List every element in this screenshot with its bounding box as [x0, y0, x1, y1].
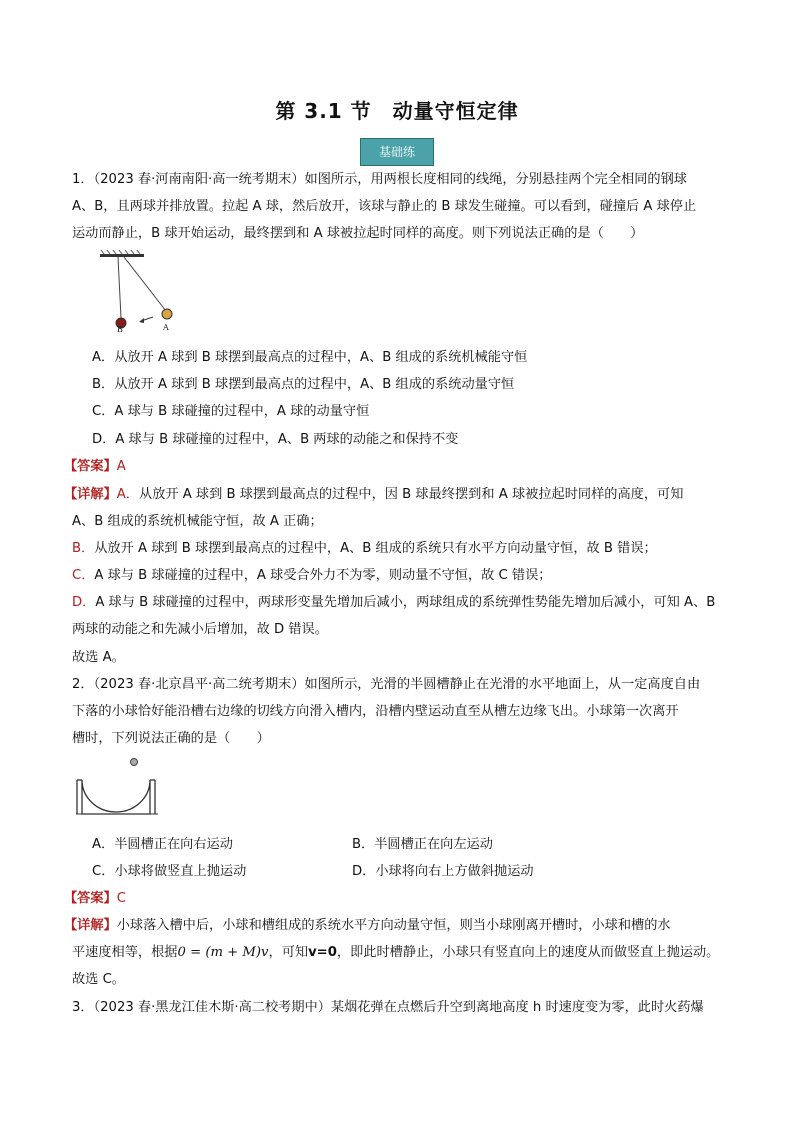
- answer-value: C: [116, 891, 126, 906]
- detail-label: 【详解】: [64, 487, 117, 502]
- q1-answer: [64, 457, 126, 477]
- section-badge: 基础练: [360, 138, 434, 166]
- q2-conclusion: 故选 C。: [72, 972, 125, 987]
- small-ball: [131, 759, 138, 766]
- q1-detail-line-3: B．从放开 A 球到 B 球摆到最高点的过程中，A、B 组成的系统只有水平方向动量守恒，故 B 错误；: [72, 541, 657, 556]
- q1-stem-line-1: 1．（2023 春·河南南阳·高一统考期末）如图所示，用两根长度相同的线绳，分别悬挂两个完全相同的钢球: [72, 172, 687, 187]
- q2-stem-line-3: 槽时，下列说法正确的是（ ）: [72, 731, 270, 746]
- q1-option-a: A．从放开 A 球到 B 球摆到最高点的过程中，A、B 组成的系统机械能守恒: [92, 350, 528, 365]
- answer-label: 【答案】: [64, 459, 117, 474]
- q2-option-c: C．小球将做竖直上抛运动: [92, 864, 247, 879]
- q1-detail-line-5: D．A 球与 B 球碰撞的过程中，两球形变量先增加后减小，两球组成的系统弹性势能先增加后减小，可知 A、B: [72, 595, 716, 610]
- ceiling-support: [100, 254, 144, 257]
- q1-conclusion: 故选 A。: [72, 650, 125, 665]
- label-a: A: [163, 323, 169, 332]
- detail-label: 【详解】: [64, 918, 117, 933]
- q1-option-b: B．从放开 A 球到 B 球摆到最高点的过程中，A、B 组成的系统动量守恒: [92, 377, 515, 392]
- q1-detail-line-1: 【详解】A．从放开 A 球到 B 球摆到最高点的过程中，因 B 球最终摆到和 A 球被拉起时同样的高度，可知: [64, 487, 684, 502]
- half-pipe-groove: [82, 780, 150, 814]
- q1-detail-line-2: A、B 组成的系统机械能守恒，故 A 正确；: [72, 514, 323, 529]
- answer-value: A: [116, 459, 126, 474]
- q2-stem-line-1: 2．（2023 春·北京昌平·高二统考期末）如图所示，光滑的半圆槽静止在光滑的水平地面上，从一定高度自由: [72, 677, 701, 692]
- q2-detail-line-2: 平速度相等，根据0 = (m + M)v，可知v=0，即此时槽静止，小球只有竖直向上的速度从而做竖直上抛运动。: [72, 945, 720, 960]
- page-title: 第 3.1 节 动量守恒定律: [275, 99, 519, 123]
- q2-stem-line-2: 下落的小球恰好能沿槽右边缘的切线方向滑入槽内，沿槽内壁运动直至从槽左边缘飞出。小球第一次离开: [72, 704, 679, 719]
- q2-detail-line-1: 【详解】小球落入槽中后，小球和槽组成的系统水平方向动量守恒，则当小球刚离开槽时，小球和槽的水: [64, 918, 671, 933]
- label-b: B: [117, 325, 123, 332]
- q1-detail-line-4: C．A 球与 B 球碰撞的过程中，A 球受合外力不为零，则动量不守恒，故 C 错误；: [72, 568, 552, 583]
- velocity-zero: v=0: [308, 945, 337, 960]
- q3-stem-line-1: 3．（2023 春·黑龙江佳木斯·高二校考期中）某烟花弹在点燃后升空到离地高度 h 时速度变为零，此时火药爆: [72, 1000, 704, 1015]
- q1-option-c: C．A 球与 B 球碰撞的过程中，A 球的动量守恒: [92, 404, 370, 419]
- momentum-formula: 0 = (m + M)v: [177, 945, 269, 960]
- q1-detail-line-6: 两球的动能之和先减小后增加，故 D 错误。: [72, 622, 328, 637]
- q1-option-d: D．A 球与 B 球碰撞的过程中，A、B 两球的动能之和保持不变: [92, 432, 459, 447]
- half-pipe-figure: [74, 756, 160, 822]
- q2-option-b: B．半圆槽正在向左运动: [352, 837, 493, 852]
- answer-label: 【答案】: [64, 891, 117, 906]
- ball-a: [162, 309, 172, 319]
- string-b: [118, 257, 121, 318]
- q2-option-a: A．半圆槽正在向右运动: [92, 837, 233, 852]
- pendulum-figure: [96, 250, 186, 332]
- q2-answer: [64, 889, 126, 909]
- q2-option-d: D．小球将向右上方做斜抛运动: [352, 864, 534, 879]
- q1-stem-line-3: 运动而静止，B 球开始运动，最终摆到和 A 球被拉起时同样的高度。则下列说法正确的是（ ）: [72, 226, 644, 241]
- string-a: [124, 257, 166, 311]
- q1-stem-line-2: A、B，且两球并排放置。拉起 A 球，然后放开，该球与静止的 B 球发生碰撞。可以看到，碰撞后 A 球停止: [72, 199, 697, 214]
